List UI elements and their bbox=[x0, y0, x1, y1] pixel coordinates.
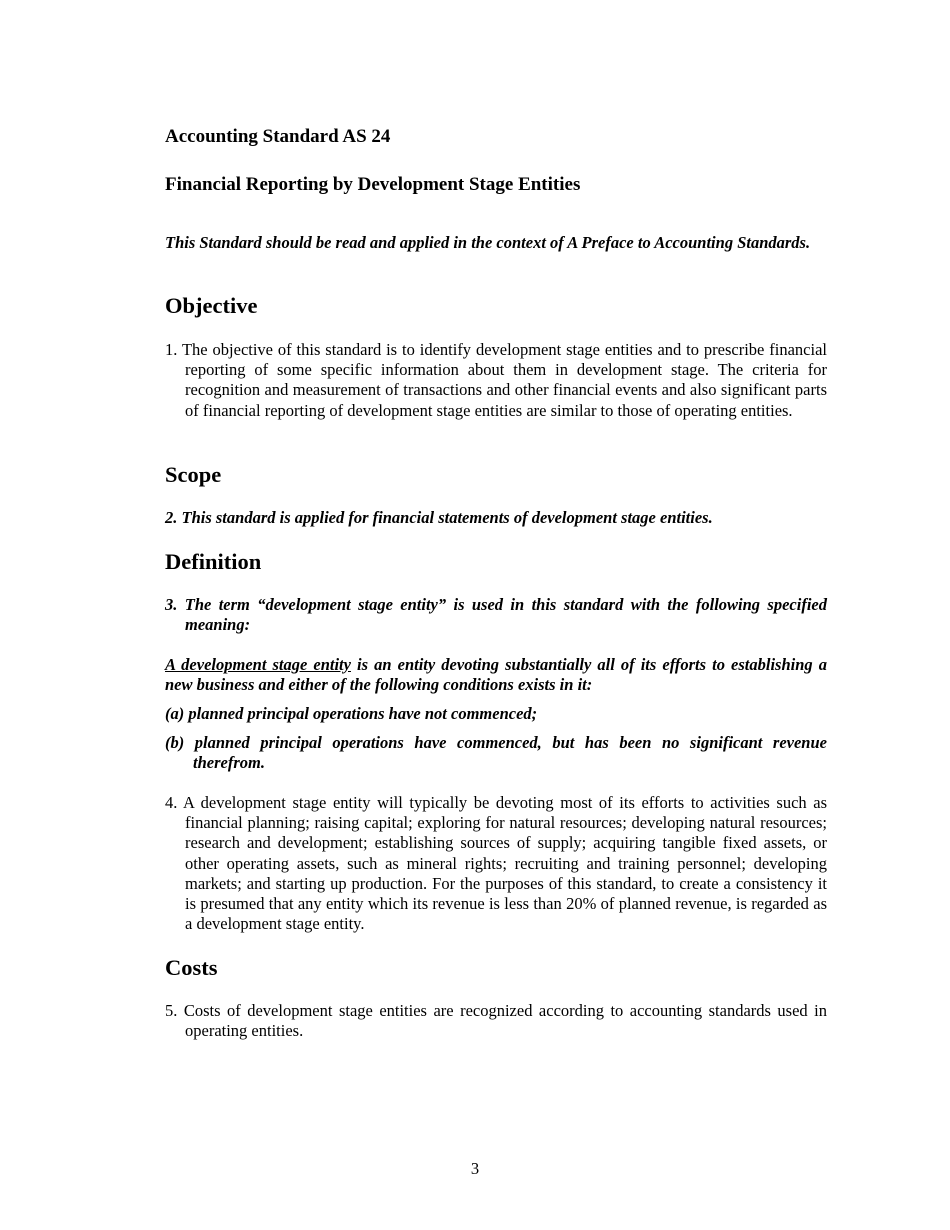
paragraph-3: 3. The term “development stage entity” is used in this standard with the following specified meaning: bbox=[165, 595, 827, 635]
document-title: Accounting Standard AS 24 bbox=[165, 126, 391, 147]
definition-body: is an entity devoting substantially all of its efforts to establishing a new business and either of the following conditions exists in it: bbox=[165, 655, 827, 695]
page-number: 3 bbox=[470, 1159, 480, 1178]
paragraph-2: 2. This standard is applied for financial statements of development stage entities. bbox=[165, 508, 713, 527]
heading-objective: Objective bbox=[165, 293, 258, 318]
paragraph-5: 5. Costs of development stage entities are recognized according to accounting standards used in operating entities. bbox=[165, 1001, 827, 1041]
document-subtitle: Financial Reporting by Development Stage Entities bbox=[165, 174, 581, 195]
condition-a: (a) planned principal operations have not commenced; bbox=[165, 704, 538, 723]
heading-scope: Scope bbox=[165, 462, 222, 487]
defined-term: A development stage entity bbox=[165, 655, 351, 674]
paragraph-1: 1. The objective of this standard is to identify development stage entities and to prescribe financial reporting of some specific information about them in development stage. The criteria for recognition and measurement of transactions and other financial events and also significant parts of financial reporting of development stage entities are similar to those of operating entities. bbox=[165, 340, 827, 420]
condition-b: (b) planned principal operations have commenced, but has been no significant revenue therefrom. bbox=[165, 733, 827, 772]
heading-definition: Definition bbox=[165, 549, 262, 574]
definition-text bbox=[165, 655, 827, 695]
paragraph-4: 4. A development stage entity will typically be devoting most of its efforts to activities such as financial planning; raising capital; exploring for natural resources; developing natural resources; research and development; establishing sources of supply; acquiring tangible fixed assets, or other operating assets, such as mineral rights; recruiting and training personnel; developing markets; and starting up production. For the purposes of this standard, to create a consistency it is presumed that any entity which its revenue is less than 20% of planned revenue, is regarded as a development stage entity. bbox=[165, 793, 827, 934]
intro-note: This Standard should be read and applied in the context of A Preface to Accounting Standards. bbox=[165, 233, 811, 252]
heading-costs: Costs bbox=[165, 955, 218, 980]
